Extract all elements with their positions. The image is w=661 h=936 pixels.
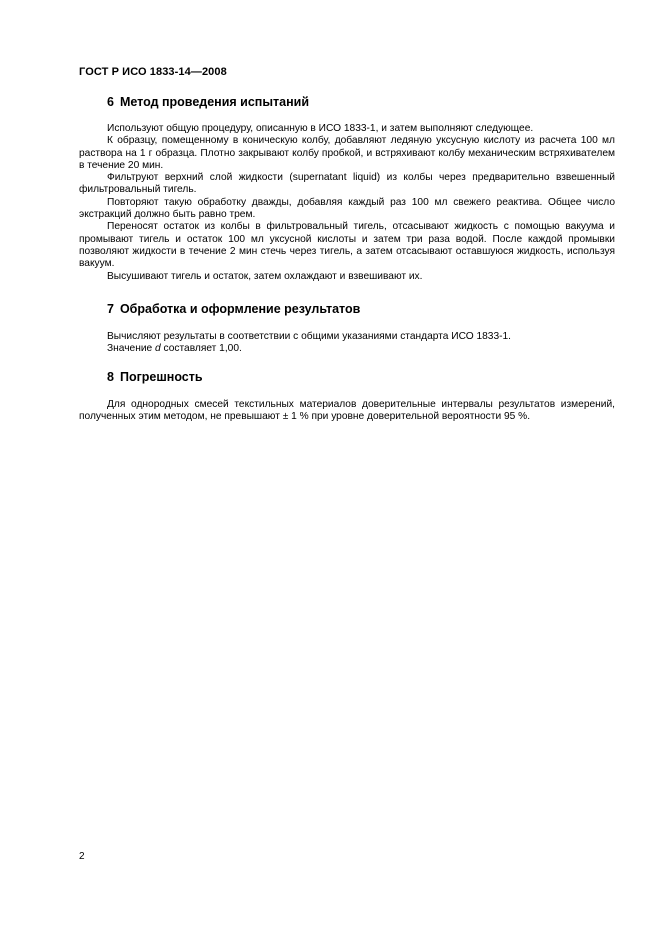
section-heading: [107, 95, 615, 109]
section-precision: [79, 370, 615, 424]
paragraph: Для однородных смесей текстильных материалов доверительные интервалы результатов измерений, полученных этим методом, не превышают ± 1 % при уровне доверительной вероятности 95 %.: [79, 399, 615, 423]
section-title: Метод проведения испытаний: [119, 95, 310, 109]
paragraph: Фильтруют верхний слой жидкости (supernatant liquid) из колбы через предварительно взвешенный фильтровальный тигель.: [79, 172, 615, 196]
text-span: Значение: [107, 343, 156, 355]
section-heading: [107, 302, 615, 316]
paragraph: К образцу, помещенному в коническую колбу, добавляют ледяную уксусную кислоту из расчета 100 мл раствора на 1 г образца. Плотно закрывают колбу пробкой, и встряхивают колбу механическим встряхивателем в течение 20 мин.: [79, 135, 615, 171]
section-method: [79, 95, 615, 283]
section-number: 7: [107, 302, 114, 316]
paragraph: Переносят остаток из колбы в фильтровальный тигель, отсасывают жидкость с помощью вакуума и промывают тигель и остаток 100 мл уксусной кислоты и затем три раза водой. После каждой промывки позволяют жидкости в течение 2 мин стечь через тигель, а затем отсасывают оставшуюся жидкость, используя вакуум.: [79, 221, 615, 270]
section-heading: [107, 370, 615, 384]
paragraph: Высушивают тигель и остаток, затем охлаждают и взвешивают их.: [107, 270, 423, 282]
page-number: 2: [79, 851, 85, 862]
section-title: Погрешность: [119, 370, 203, 384]
paragraph: Используют общую процедуру, описанную в ИСО 1833-1, и затем выполняют следующее.: [107, 123, 534, 134]
section-number: 8: [107, 370, 114, 384]
paragraph: Повторяют такую обработку дважды, добавляя каждый раз 100 мл свежего реактива. Общее число экстракций должно быть равно трем.: [79, 196, 615, 221]
section-body: [79, 399, 615, 424]
paragraph: Вычисляют результаты в соответствии с общими указаниями стандарта ИСО 1833-1.: [107, 331, 512, 342]
section-number: 6: [107, 95, 114, 109]
document-header-id: ГОСТ Р ИСО 1833-14—2008: [79, 66, 227, 78]
section-results: [79, 302, 615, 356]
section-title: Обработка и оформление результатов: [119, 302, 361, 316]
variable-symbol: d: [155, 343, 161, 355]
text-span: составляет 1,00.: [160, 343, 242, 355]
paragraph: [79, 343, 615, 355]
section-body: [79, 331, 615, 356]
section-body: [79, 123, 615, 283]
